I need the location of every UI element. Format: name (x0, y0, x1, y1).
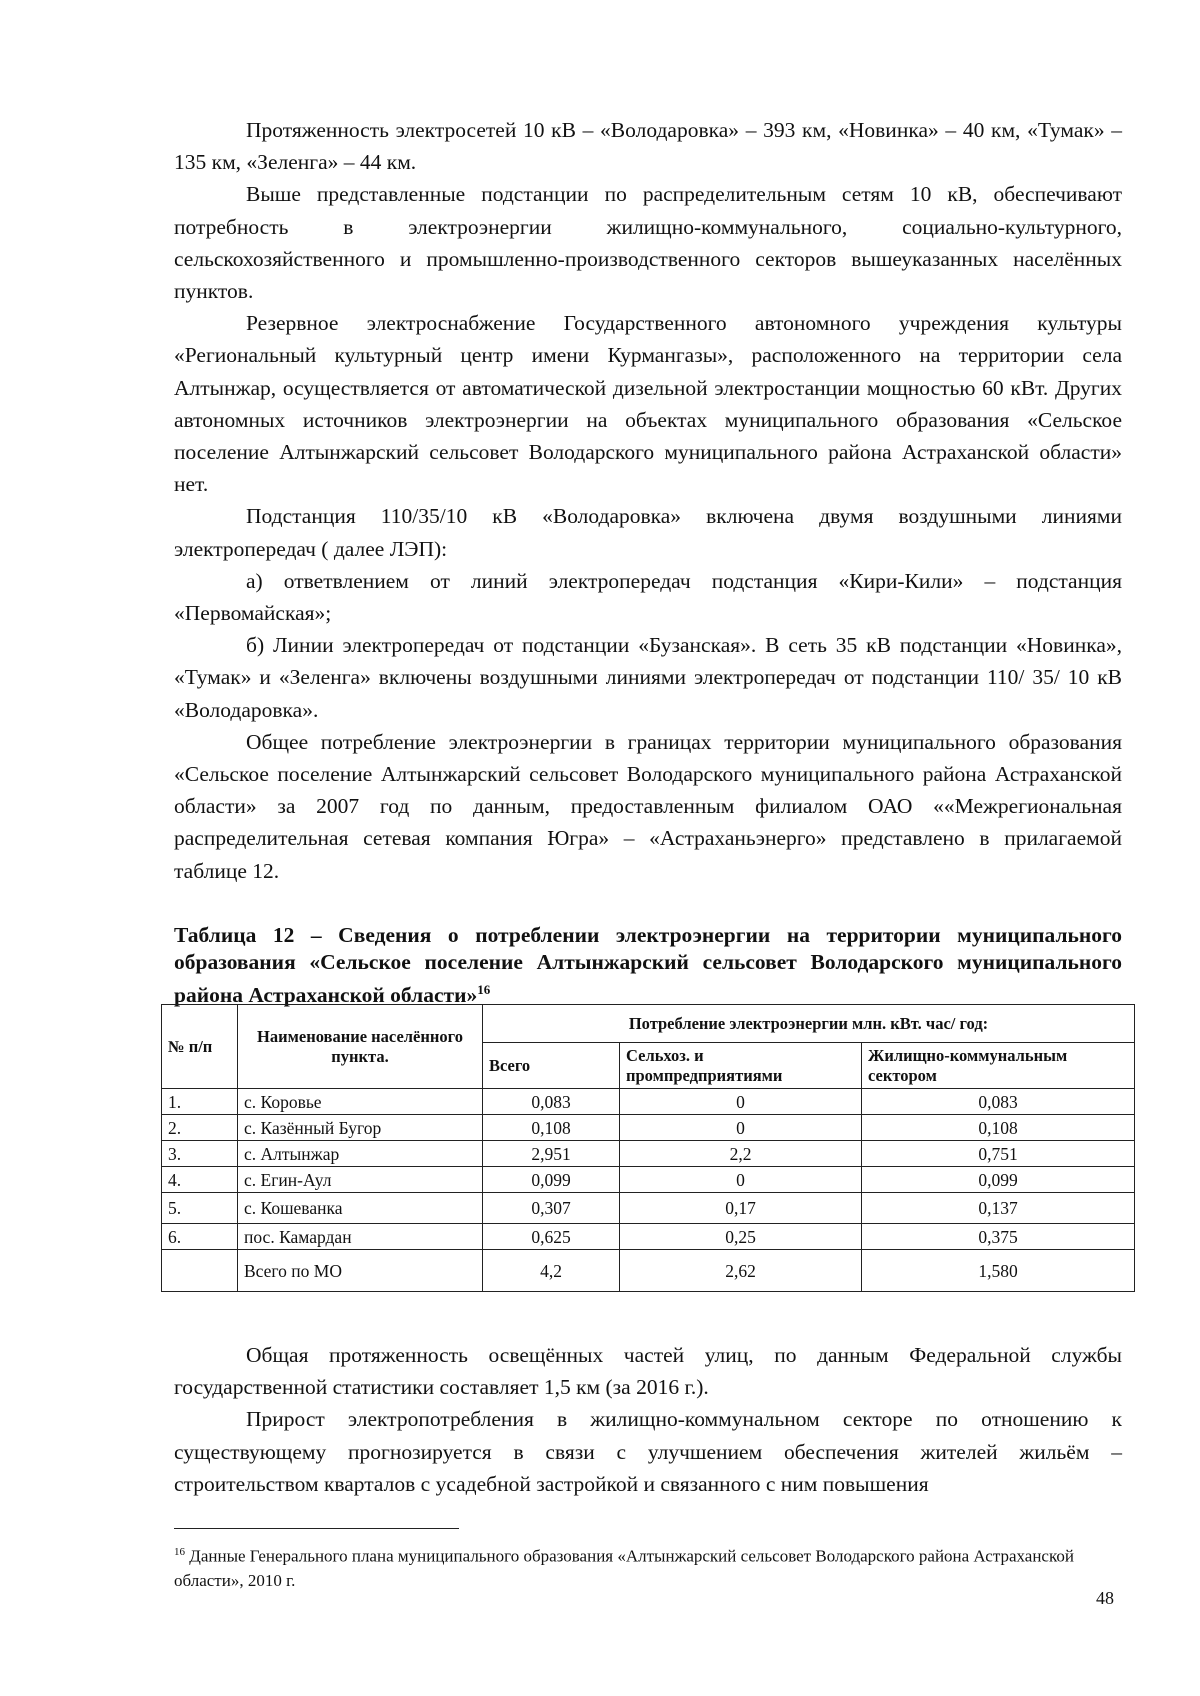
cell-agro: 2,2 (620, 1141, 862, 1167)
body-text-bottom (174, 1339, 1122, 1500)
cell-housing: 0,375 (862, 1224, 1135, 1250)
table-row (162, 1115, 1135, 1141)
cell-housing: 0,137 (862, 1193, 1135, 1224)
paragraph: Общая протяженность освещённых частей улиц, по данным Федеральной службы государственной статистики составляет 1,5 км (за 2016 г.). (174, 1343, 1122, 1400)
paragraph: Выше представленные подстанции по распределительным сетям 10 кВ, обеспечивают потребность в электроэнергии жилищно-коммунального, социально-культурного, сельскохозяйственного и промышленно-производственного секторов вышеуказанных населённых пунктов. (174, 182, 1122, 304)
table-row (162, 1193, 1135, 1224)
footnote-divider (174, 1528, 459, 1529)
header-name: Наименование населённого пункта. (238, 1005, 483, 1089)
paragraph: Протяженность электросетей 10 кВ – «Володаровка» – 393 км, «Новинка» – 40 км, «Тумак» – 135 км, «Зеленга» – 44 км. (174, 118, 1122, 175)
cell-num: 2. (162, 1115, 238, 1141)
header-consumption-group: Потребление электроэнергии млн. кВт. час/ год: (483, 1005, 1135, 1043)
table-row (162, 1224, 1135, 1250)
cell-name: с. Коровье (238, 1089, 483, 1115)
cell-total: 0,099 (483, 1167, 620, 1193)
header-num: № п/п (162, 1005, 238, 1089)
cell-num: 6. (162, 1224, 238, 1250)
footnote-marker: 16 (174, 1546, 185, 1558)
table-row (162, 1167, 1135, 1193)
footnote-reference: 16 (477, 982, 491, 997)
cell-num: 3. (162, 1141, 238, 1167)
cell-name: Всего по МО (238, 1250, 483, 1292)
table-row (162, 1141, 1135, 1167)
paragraph: Прирост электропотребления в жилищно-коммунальном секторе по отношению к существующему прогнозируется в связи с улучшением обеспечения жителей жильём – строительством кварталов с усадебной застройкой и связанного с ним повышения (174, 1407, 1122, 1496)
cell-agro: 2,62 (620, 1250, 862, 1292)
cell-total: 0,625 (483, 1224, 620, 1250)
header-housing: Жилищно-коммунальным сектором (862, 1043, 1135, 1089)
cell-total: 0,083 (483, 1089, 620, 1115)
consumption-table (161, 1004, 1135, 1292)
cell-housing: 0,099 (862, 1167, 1135, 1193)
cell-total: 2,951 (483, 1141, 620, 1167)
paragraph: а) ответвлением от линий электропередач подстанция «Кири-Кили» – подстанция «Первомайская»; (174, 568, 1122, 626)
footnote (174, 1540, 1114, 1593)
cell-agro: 0 (620, 1167, 862, 1193)
cell-agro: 0 (620, 1089, 862, 1115)
table-caption (174, 922, 1122, 1009)
cell-total: 0,108 (483, 1115, 620, 1141)
table-row (162, 1089, 1135, 1115)
body-text-top (174, 114, 1122, 887)
header-total: Всего (483, 1043, 620, 1089)
cell-total: 0,307 (483, 1193, 620, 1224)
paragraph: Резервное электроснабжение Государственного автономного учреждения культуры «Региональный культурный центр имени Курмангазы», расположенного на территории села Алтынжар, осуществляется от автоматической дизельной электростанции мощностью 60 кВт. Других автономных источников электроэнергии на объектах муниципального образования «Сельское поселение Алтынжарский сельсовет Володарского муниципального района Астраханской области» нет. (174, 311, 1122, 497)
paragraph: б) Линии электропередач от подстанции «Бузанская». В сеть 35 кВ подстанции «Новинка», «Тумак» и «Зеленга» включены воздушными линиями электропередач от подстанции 110/ 35/ 10 кВ «Володаровка». (174, 633, 1122, 722)
paragraph: Общее потребление электроэнергии в границах территории муниципального образования «Сельское поселение Алтынжарский сельсовет Володарского муниципального района Астраханской области» за 2007 год по данным, предоставленным филиалом ОАО ««Межрегиональная распределительная сетевая компания Югра» – «Астраханьэнерго» представлено в прилагаемой таблице 12. (174, 729, 1122, 883)
cell-name: пос. Камардан (238, 1224, 483, 1250)
cell-housing: 0,083 (862, 1089, 1135, 1115)
header-agro: Сельхоз. и промпредприятиями (620, 1043, 862, 1089)
page-number: 48 (1096, 1588, 1114, 1608)
footnote-text: Данные Генерального плана муниципального образования «Алтынжарский сельсовет Володарского района Астраханской области», 2010 г. (174, 1546, 1074, 1590)
paragraph: Подстанция 110/35/10 кВ «Володаровка» включена двумя воздушными линиями электропередач ( далее ЛЭП): (174, 504, 1122, 561)
cell-num: 1. (162, 1089, 238, 1115)
cell-num: 4. (162, 1167, 238, 1193)
cell-agro: 0 (620, 1115, 862, 1141)
table-caption-text: Таблица 12 – Сведения о потреблении электроэнергии на территории муниципального образования «Сельское поселение Алтынжарский сельсовет Володарского муниципального района Астраханской области» (174, 923, 1122, 1008)
cell-agro: 0,25 (620, 1224, 862, 1250)
cell-agro: 0,17 (620, 1193, 862, 1224)
cell-name: с. Егин-Аул (238, 1167, 483, 1193)
cell-housing: 0,751 (862, 1141, 1135, 1167)
cell-name: с. Кошеванка (238, 1193, 483, 1224)
cell-total: 4,2 (483, 1250, 620, 1292)
cell-num: 5. (162, 1193, 238, 1224)
cell-housing: 0,108 (862, 1115, 1135, 1141)
table-total-row (162, 1250, 1135, 1292)
cell-name: с. Казённый Бугор (238, 1115, 483, 1141)
cell-housing: 1,580 (862, 1250, 1135, 1292)
cell-name: с. Алтынжар (238, 1141, 483, 1167)
cell-num (162, 1250, 238, 1292)
